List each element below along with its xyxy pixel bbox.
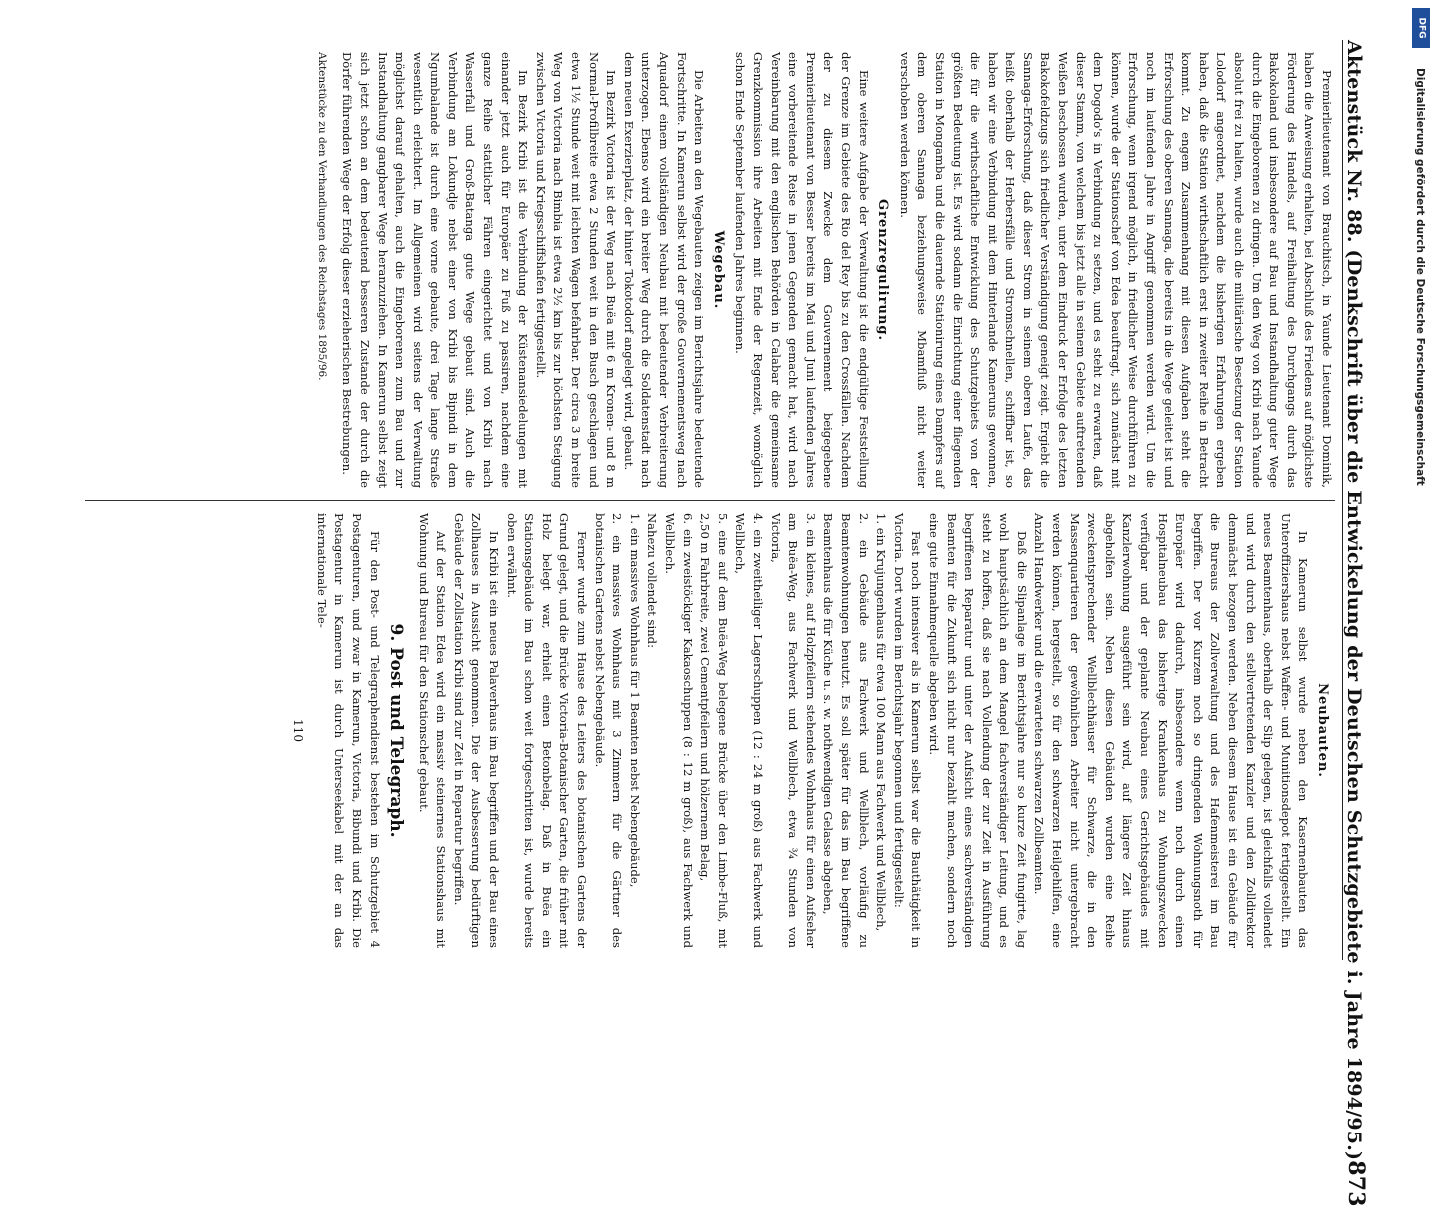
paragraph: Auf der Station Edea wird ein massiv steinernes Stationshaus mit Wohnung und Bureau für den Stationschef gebaut. [416, 513, 449, 948]
left-column [85, 40, 1335, 500]
bottom-page-number: 110 [291, 719, 306, 742]
document-page [65, 0, 1395, 1207]
list-item: 6. ein zweistöckiger Kakaoschuppen (8 : 12 m groß), aus Fachwerk und Wellblech. [663, 513, 695, 948]
paragraph: Daß die Slipanlage im Berichtsjahre nur so kurze Zeit fungirte, lag wohl hauptsächlich an dem Mangel fachverständiger Leitung, und es steht zu hoffen, daß sie nach Vollendung der zur Zeit in Ausführung begriffenen Reparatur und unter der Aufsicht eines sachverständigen Beamten für die Zukunft sich nicht nur bezahlt machen, sondern noch eine gute Einnahmequelle abgeben wird. [926, 513, 1029, 948]
list-item: 1. ein Krujungenhaus für etwa 100 Mann aus Fachwerk und Wellblech, [874, 513, 889, 932]
paragraph: Für den Post- und Telegraphendienst bestehen im Schutzgebiet 4 Postagenturen, und zwar in Kamerun, Victoria, Bibundi und Kribi. Die Postagentur in Kamerun ist durch Unterseekabel mit der an das internationale Tele- [314, 513, 382, 948]
list-item: 4. ein zweitheiliger Lagerschuppen (12 : 24 m groß) aus Fachwerk und Wellblech, [733, 513, 765, 948]
paragraph: Im Bezirk Kribi ist die Verbindung der Küstenansiedelungen mit einander jetzt auch für Europäer zu Fuß zu passiren, nachdem eine ganze Reihe stattlicher Fähren eingerichtet und von Kribi nach Wasserfall und Groß-Batanga gute Wege gebaut sind. Auch die Verbindung am Lokundje nebst einer von Kribi bis Bipindi in dem Ngumbalande ist durch eine vorne gebaute, drei Tage lange Straße wesentlich erleichtert. Im Allgemeinen wird seitens der Verwaltung möglichst darauf gehalten, auch die Eingeborenen zum Bau und zur Instandhaltung gangbarer Wege heranzuziehen. In Kamerun selbst zeigt sich jetzt schon an dem bedeutend besseren Zustande der durch die Dörfer führenden Wege der Erfolg dieser erzieherischen Bestrebungen. [340, 52, 531, 488]
section-heading-grenz: Grenzregulirung. [875, 199, 891, 341]
paragraph: Die Arbeiten an den Wegebauten zeigen im Berichtsjahre bedeutende Fortschritte. In Kamerun selbst wird der große Gouvernementsweg nach Aquadorf einem vollständigen Neubau mit bedeutender Verbreiterung unterzogen. Ebenso wird ein breiter Weg durch die Soldatenstadt nach dem neuen Exerzierplatz, der hinter Tokotodorf angelegt wird, gebaut. [621, 52, 707, 488]
paragraph: Im Bezirk Victoria ist der Weg nach Buëa mit 6 m Kronen- und 8 m Normal-Profilbreite etwa 2 Stunden weit in den Busch geschlagen und etwa 1½ Stunde weit mit leichten Wagen befahrbar. Der circa 3 m breite Weg von Victoria nach Bimbia ist etwa 2½ km bis zur höchsten Steigung zwischen Victoria und Kriegsschiffshafen fertiggestellt. [533, 52, 619, 488]
list-item: 5. eine auf dem Buëa-Weg belegene Brücke über den Limbe-Fluß, mit 2,50 m Fahrbreite, zwei Cementpfeilern und hölzernem Belag, [698, 513, 730, 948]
list-nearly-done [590, 513, 643, 948]
dfg-logo [1412, 8, 1430, 48]
paragraph: Premierlieutenant von Brauchitsch, in Yaunde Lieutenant Dominik, haben die Anweisung erhalten, bei Abschluß des Friedens auf möglichste Förderung des Handels, auf Freihaltung des Durchgangs durch das Bakokoland und insbesondere auf Bau und Instandhaltung guter Wege durch die Eingeborenen zu dringen. Um den Weg von Kribi nach Yaunde absolut frei zu halten, wurde auch die militärische Besetzung der Station Lolodorf angeordnet, nachdem die bisherigen Erfahrungen ergeben haben, daß die Station wirthschaftlich erst in zweiter Reihe in Betracht kommt. Zu engem Zusammenhang mit diesen Aufgaben steht die Erforschung des oberen Sannaga, die bereits in die Wege geleitet ist und noch im laufenden Jahre in Angriff genommen werden wird. Um die Erforschung, wenn irgend möglich, in friedlicher Weise durchführen zu können, wurde der Stationschef von Edea beauftragt, sich zunächst mit dem Dogodo's in Verbindung zu setzen, und es steht zu erwarten, daß dieser Stamm, von welchem bis jetzt alle in seinem Gebiete auftretenden Weißen beschossen wurden, unter dem Eindruck der Erfolge des letzten Bakokofeldzugs sich friedlicher Verständigung geneigt zeigt. Ergiebt die Sannaga-Erforschung, daß dieser Strom in seinem oberen Laufe, das heißt oberhalb der Herbersfälle und Stromschnellen, schiffbar ist, so haben wir eine Verbindung mit dem Hinterlande Kameruns gewonnen, die für die wirthschaftliche Entwicklung des Schutzgebiets von der größten Bedeutung ist. Es wird sodann die Einrichtung einer fliegenden Station in Mongamba und die dauernde Stationirung eines Dampfers auf dem oberen Sannaga beziehungsweise Mbamfluß nicht weiter verschoben werden können. [897, 52, 1334, 488]
paragraph: Fast noch intensiver als in Kamerun selbst war die Bauthätigkeit in Victoria. Dort wurden im Berichtsjahr begonnen und fertiggestellt: [891, 513, 924, 948]
list-item: 2. ein Gebäude aus Fachwerk und Wellblech, vorläufig zu Beamtenwohnungen benutzt. Es soll später für das im Bau begriffene Beamtenhaus die für Küche u. s. w. nothwendigen Gelasse abgeben, [821, 513, 871, 948]
section-heading-post: 9. Post und Telegraph. [386, 623, 407, 838]
footnote: Aktenstücke zu den Verhandlungen des Reichstages 1895/96. [315, 52, 328, 381]
list-item: 1. ein massives Wohnhaus für 1 Beamten nebst Nebengebäude, [627, 513, 642, 888]
header-title: Aktenstück Nr. 88. (Denkschrift über die Entwickelung der Deutschen Schutzgebiete i. Jahre 1894/95.) [1343, 40, 1365, 1161]
section-heading-wege: Wegebau. [710, 230, 726, 310]
text-columns [85, 40, 1335, 960]
list-victoria [660, 513, 889, 948]
paragraph: In Kamerun selbst wurde neben den Kasernenbauten das Unteroffiziershaus nebst Waffen- und Munitionsdepot fertiggestellt. Ein neues Beamtenhaus, oberhalb der Slip gelegen, ist gleichfalls vollendet und wird durch den stellvertretenden Kanzler und den Zolldirektor demnächst bezogen werden. Neben diesem Hause ist ein Gebäude für die Bureaus der Zollverwaltung und des Hafenmeisterei im Bau begriffen. Der vor Kurzem noch so dringenden Wohnungsnoth für Europäer wird dadurch, insbesondere wenn noch durch einen Hospitalneubau das bisherige Krankenhaus zu Wohnungszwecken verfügbar und der geplante Neubau eines Gerichtsgebäudes mit Kanzlerwohnung ausgeführt sein wird, auf längere Zeit hinaus abgeholfen sein. Neben diesen Gebäuden wurden eine Reihe zweckentsprechender Wellblechhäuser für Schwarze, die in den Massenquartieren der gewöhnlichen Arbeiter nicht untergebracht werden können, hergestellt, so für den schwarzen Heilgehilfen, eine Anzahl Handwerker und die erwarteten schwarzen Zollbeamten. [1032, 513, 1311, 948]
paragraph: Ferner wurde zum Hause des Leiters des botanischen Gartens der Grund gelegt, und die Brücke Victoria-Botanischer Garten, die früher mit Holz belegt war, erhielt einen Betonbelag. Daß in Buëa ein Stationsgebäude im Bau schon weit fortgeschritten ist, wurde bereits oben erwähnt. [504, 513, 590, 948]
list-item: 3. ein kleines, auf Holzpfeilern stehendes Wohnhaus für einen Aufseher am Buëa-Weg, aus Fachwerk und Wellblech, etwa ¾ Stunden von Victoria, [768, 513, 818, 948]
dfg-logo-text: DFG [1416, 17, 1427, 39]
list-item: 2. ein massives Wohnhaus mit 3 Zimmern für die Gärtner des botanischen Gartens nebst Nebengebäude. [592, 513, 625, 948]
right-column [85, 500, 1335, 960]
header-page-number: 873 [1343, 1160, 1369, 1207]
side-note-text: Digitalisierung gefördert durch die Deutsche Forschungsgemeinschaft [1414, 68, 1426, 486]
paragraph: Nahezu vollendet sind: [645, 513, 660, 648]
section-heading-neubauten: Neubauten. [1315, 683, 1330, 778]
paragraph: Eine weitere Aufgabe der Verwaltung ist die endgültige Feststellung der Grenze im Gebiete des Rio del Rey bis zu den Crossfällen. Nachdem der zu diesem Zwecke dem Gouvernement beigegebene Premierlieutenant von Besser bereits im Mai und Juni laufenden Jahres eine vorbereitende Reise in jenen Gegenden gemacht hat, wird nach Vereinbarung mit den englischen Behörden in Calabar die gemeinsame Grenzkommission ihre Arbeiten mit Ende der Regenzeit, womöglich schon Ende September laufenden Jahres beginnen. [733, 52, 871, 488]
paragraph: In Kribi ist ein neues Palaverhaus im Bau begriffen und der Bau eines Zollhauses in Aussicht genommen. Die der Ausbesserung bedürftigen Gebäude der Zollstation Kribi sind zur Zeit in Reparatur begriffen. [451, 513, 502, 948]
page-header [1342, 40, 1387, 1207]
side-note [1412, 8, 1430, 988]
